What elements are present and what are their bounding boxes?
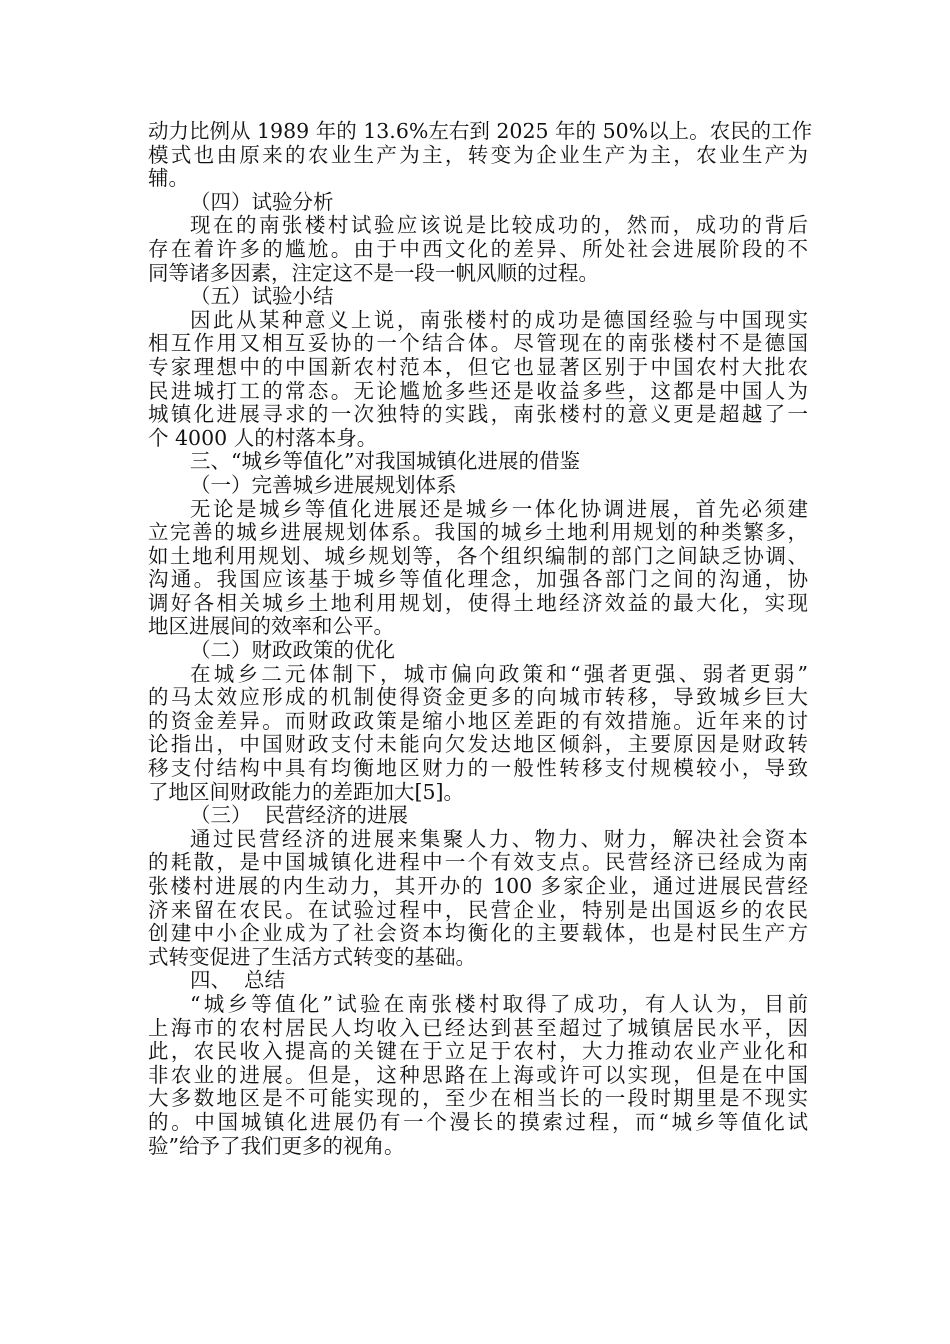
- paragraph-continuation: [148, 119, 813, 191]
- text-line: 地区进展间的效率和公平。: [148, 614, 394, 639]
- text-line: 因此从某种意义上说，南张楼村的成功是德国经验与中国现实: [190, 307, 808, 332]
- text-line: 个 4000 人的村落本身。: [148, 425, 378, 450]
- text-line: 式转变促进了生活方式转变的基础。: [148, 944, 476, 969]
- paragraph-planning-system: [148, 498, 808, 640]
- paragraph-private-economy: [148, 828, 808, 970]
- paragraph-fiscal-policy: [148, 663, 808, 805]
- paragraph-trial-summary: [148, 309, 808, 451]
- text-line: 通过民营经济的进展来集聚人力、物力、财力，解决社会资本: [190, 826, 808, 851]
- text-line: 城镇化进展寻求的一次独特的实践，南张楼村的意义更是超越了一: [148, 402, 808, 427]
- paragraph-conclusion: [148, 993, 808, 1158]
- text-line: 济来留在农民。在试验过程中，民营企业，特别是出国返乡的农民: [148, 897, 808, 922]
- text-line: 移支付结构中具有均衡地区财力的一般性转移支付规模较小，导致: [148, 756, 808, 781]
- text-line: 大多数地区是不可能实现的，至少在相当长的一段时期里是不现实: [148, 1086, 808, 1111]
- section-heading-planning-system: （一）完善城乡进展规划体系: [190, 472, 457, 497]
- paragraph-trial-analysis: [148, 214, 808, 285]
- text-line: 立完善的城乡进展规划体系。我国的城乡土地利用规划的种类繁多，: [148, 520, 808, 545]
- chapter-heading-three: 三、“城乡等值化”对我国城镇化进展的借鉴: [190, 449, 580, 474]
- text-line: 如土地利用规划、城乡规划等，各个组织编制的部门之间缺乏协调、: [148, 543, 808, 568]
- section-heading-trial-analysis: （四）试验分析: [190, 189, 334, 214]
- text-line: 此，农民收入提高的关键在于立足于农村，大力推动农业产业化和: [148, 1039, 808, 1064]
- text-line: 在城乡二元体制下，城市偏向政策和“强者更强、弱者更弱”: [190, 661, 808, 686]
- text-line: 的资金差异。而财政政策是缩小地区差距的有效措施。近年来的讨: [148, 708, 808, 733]
- text-line: 现在的南张楼村试验应该说是比较成功的，然而，成功的背后: [190, 213, 808, 238]
- text-line: 辅。: [148, 166, 189, 191]
- text-line: 专家理想中的中国新农村范本，但它也显著区别于中国农村大批农: [148, 354, 808, 379]
- text-line: 了地区间财政能力的差距加大[5]。: [148, 779, 465, 804]
- text-line: 验”给予了我们更多的视角。: [148, 1133, 405, 1158]
- chapter-heading-conclusion: 四、 总结: [190, 968, 286, 993]
- text-line: 无论是城乡等值化进展还是城乡一体化协调进展，首先必须建: [190, 496, 808, 521]
- text-line: 的耗散，是中国城镇化进程中一个有效支点。民营经济已经成为南: [148, 850, 808, 875]
- text-line: 同等诸多因素，注定这不是一段一帆风顺的过程。: [148, 260, 599, 285]
- text-line: 上海市的农村居民人均收入已经达到甚至超过了城镇居民水平，因: [148, 1015, 808, 1040]
- text-line: 存在着许多的尴尬。由于中西文化的差异、所处社会进展阶段的不: [148, 236, 808, 261]
- document-page: [148, 119, 813, 1158]
- text-line: 模式也由原来的农业生产为主，转变为企业生产为主，农业生产为: [148, 142, 808, 167]
- text-line: 沟通。我国应该基于城乡等值化理念，加强各部门之间的沟通，协: [148, 567, 808, 592]
- text-line: 调好各相关城乡土地利用规划，使得土地经济效益的最大化，实现: [148, 590, 808, 615]
- text-line: 创建中小企业成为了社会资本均衡化的主要载体，也是村民生产方: [148, 921, 808, 946]
- text-line: 张楼村进展的内生动力，其开办的 100 多家企业，通过进展民营经: [148, 874, 808, 898]
- section-heading-private-economy: （三） 民营经济的进展: [190, 803, 409, 828]
- text-line: “城乡等值化”试验在南张楼村取得了成功，有人认为，目前: [190, 991, 808, 1016]
- text-line: 的马太效应形成的机制使得资金更多的向城市转移，导致城乡巨大: [148, 685, 808, 710]
- text-line: 的。中国城镇化进展仍有一个漫长的摸索过程，而“城乡等值化试: [148, 1109, 808, 1134]
- section-heading-fiscal-policy: （二）财政政策的优化: [190, 638, 395, 663]
- text-line: 论指出，中国财政支付未能向欠发达地区倾斜，主要原因是财政转: [148, 732, 808, 757]
- text-line: 非农业的进展。但是，这种思路在上海或许可以实现，但是在中国: [148, 1062, 808, 1087]
- text-line: 动力比例从 1989 年的 13.6%左右到 2025 年的 50%以上。农民的工作: [148, 119, 813, 143]
- text-line: 相互作用又相互妥协的一个结合体。尽管现在的南张楼村不是德国: [148, 331, 808, 356]
- section-heading-trial-summary: （五）试验小结: [190, 284, 334, 309]
- text-line: 民进城打工的常态。无论尴尬多些还是收益多些，这都是中国人为: [148, 378, 808, 403]
